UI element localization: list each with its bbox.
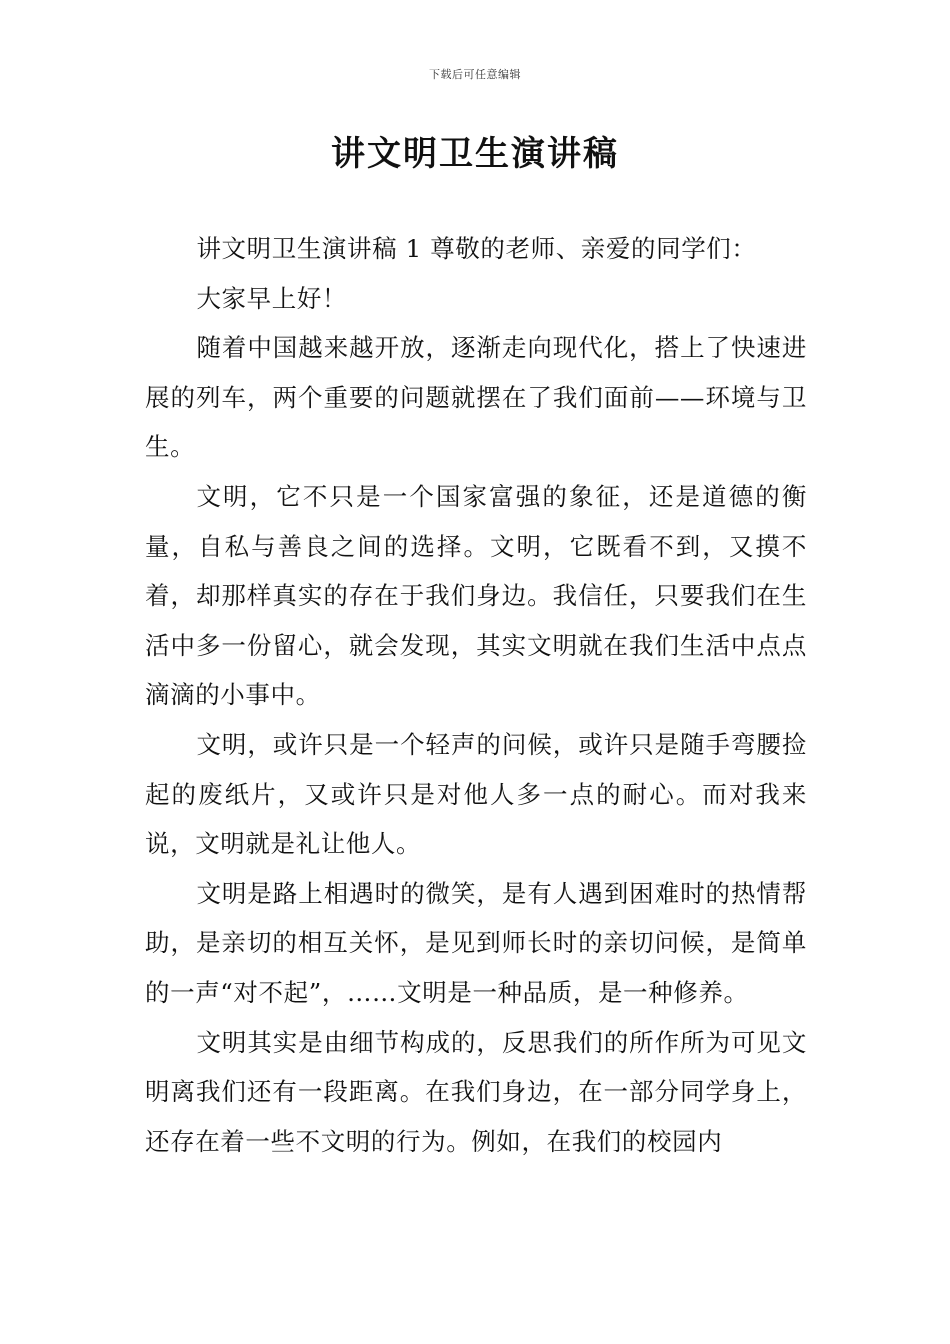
paragraph: 文明其实是由细节构成的，反思我们的所作所为可见文明离我们还有一段距离。在我们身边，在一部分同学身上，还存在着一些不文明的行为。例如，在我们的校园内 — [145, 1027, 807, 1156]
paragraph: 讲文明卫生演讲稿 1 尊敬的老师、亲爱的同学们： — [196, 234, 757, 263]
document-title: 讲文明卫生演讲稿 — [331, 134, 619, 174]
paragraph: 文明，或许只是一个轻声的问候，或许只是随手弯腰捡起的废纸片，又或许只是对他人多一点的耐心。而对我来说，文明就是礼让他人。 — [145, 729, 807, 859]
paragraph: 随着中国越来越开放，逐渐走向现代化，搭上了快速进展的列车，两个重要的问题就摆在了我们面前——环境与卫生。 — [145, 333, 807, 462]
paragraph: 大家早上好！ — [196, 283, 348, 313]
paragraph: 文明是路上相遇时的微笑，是有人遇到困难时的热情帮助，是亲切的相互关怀，是见到师长时的亲切问候，是简单的一声“对不起”，……文明是一种品质，是一种修养。 — [145, 878, 807, 1007]
paragraph: 文明，它不只是一个国家富强的象征，还是道德的衡量，自私与善良之间的选择。文明，它既看不到，又摸不着，却那样真实的存在于我们身边。我信任，只要我们在生活中多一份留心，就会发现，其实文明就在我们生活中点点滴滴的小事中。 — [145, 481, 807, 710]
document-body — [145, 224, 807, 1166]
page-header-note: 下载后可任意编辑 — [429, 68, 521, 81]
